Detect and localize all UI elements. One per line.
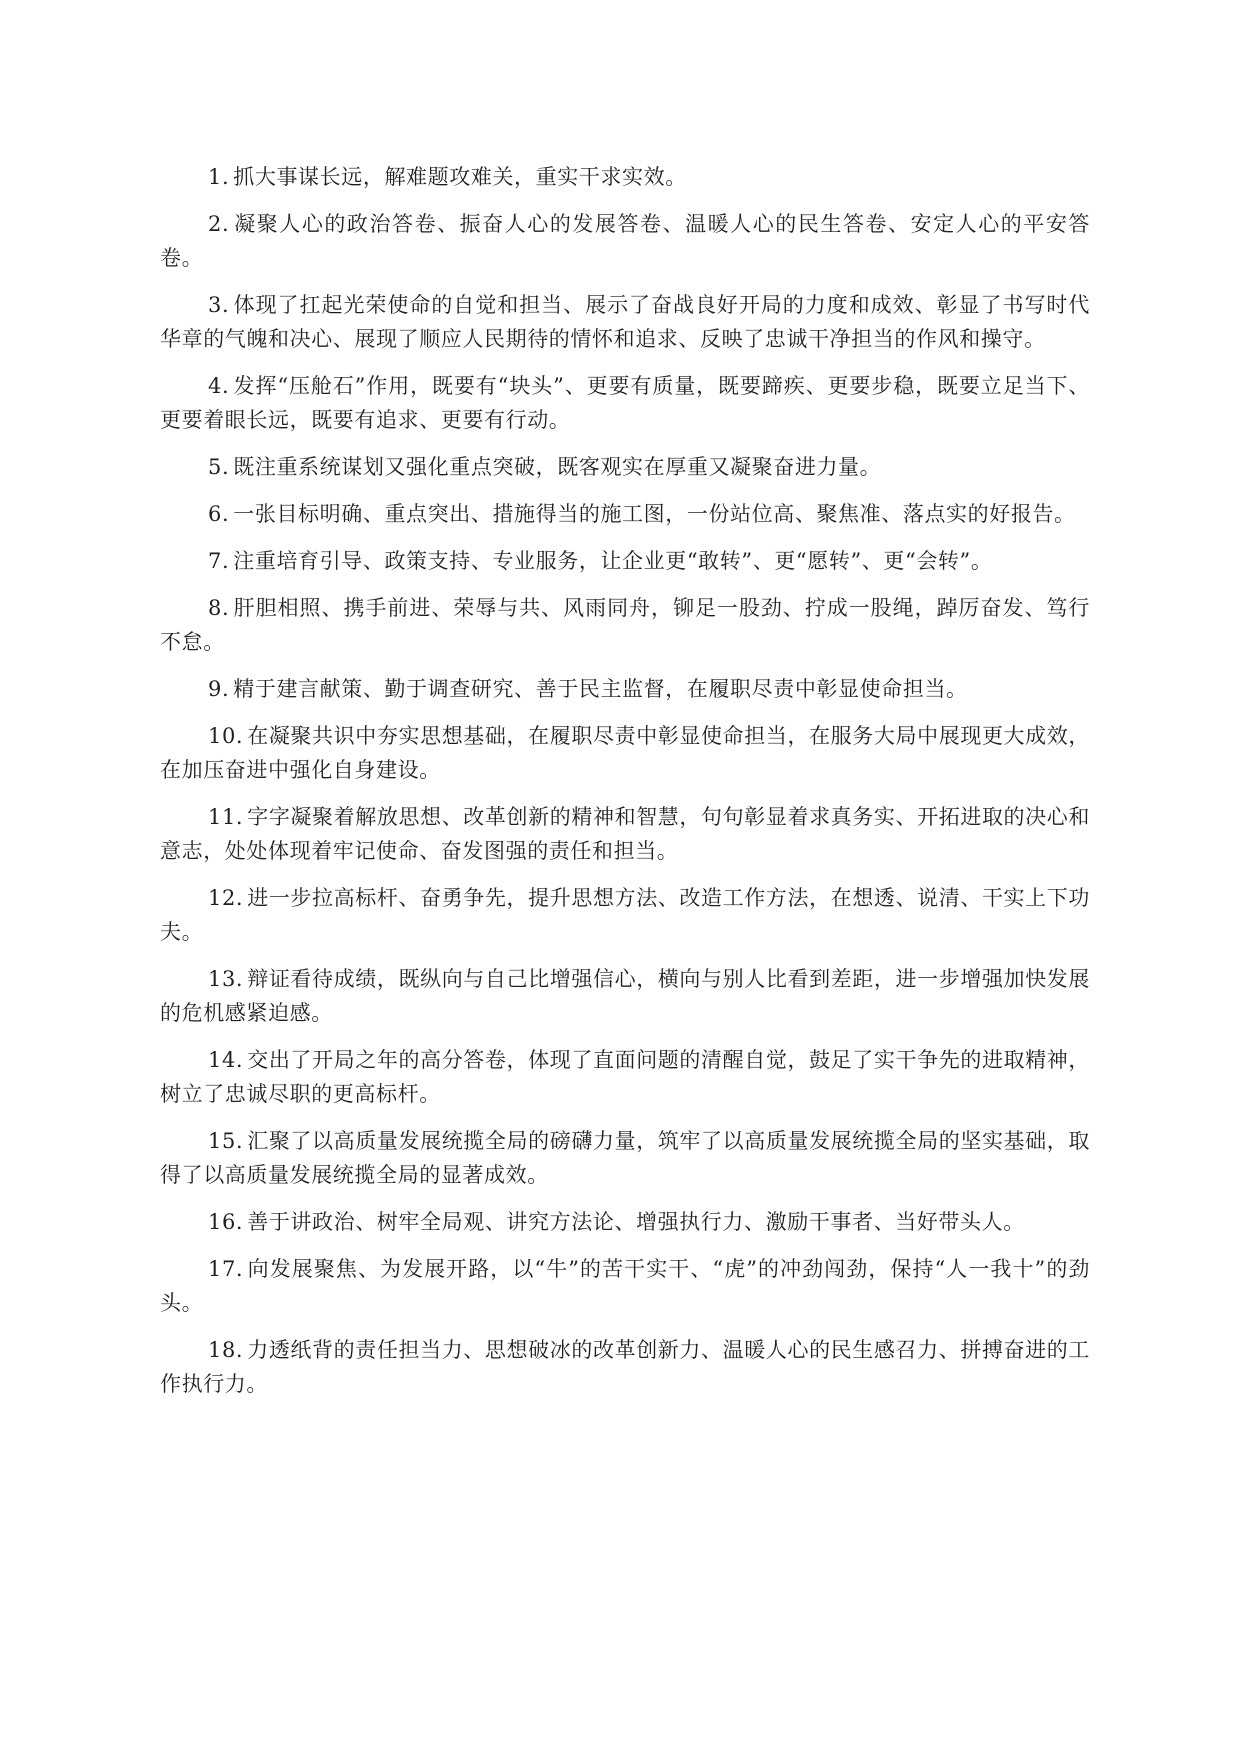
list-item xyxy=(160,450,1090,484)
list-item xyxy=(160,207,1090,275)
item-number: 3. xyxy=(208,293,230,317)
item-text: 交出了开局之年的高分答卷，体现了直面问题的清醒自觉，鼓足了实干争先的进取精神，树立了忠诚尽职的更高标杆。 xyxy=(160,1048,1090,1106)
item-text: 发挥“压舱石”作用，既要有“块头”、更要有质量，既要蹄疾、更要步稳，既要立足当下、更要着眼长远，既要有追求、更要有行动。 xyxy=(160,374,1090,432)
item-text: 肝胆相照、携手前进、荣辱与共、风雨同舟，铆足一股劲、拧成一股绳，踔厉奋发、笃行不怠。 xyxy=(160,596,1090,654)
item-number: 4. xyxy=(208,374,230,398)
item-number: 13. xyxy=(208,967,244,991)
item-text: 一张目标明确、重点突出、措施得当的施工图，一份站位高、聚焦准、落点实的好报告。 xyxy=(233,502,1076,526)
item-text: 力透纸背的责任担当力、思想破冰的改革创新力、温暖人心的民生感召力、拼搏奋进的工作执行力。 xyxy=(160,1338,1090,1396)
item-number: 16. xyxy=(208,1210,244,1234)
item-text: 抓大事谋长远，解难题攻难关，重实干求实效。 xyxy=(233,165,687,189)
list-item xyxy=(160,1333,1090,1401)
item-text: 进一步拉高标杆、奋勇争先，提升思想方法、改造工作方法，在想透、说清、干实上下功夫。 xyxy=(160,886,1090,944)
list-item xyxy=(160,160,1090,194)
list-item xyxy=(160,1043,1090,1111)
item-text: 汇聚了以高质量发展统揽全局的磅礴力量，筑牢了以高质量发展统揽全局的坚实基础，取得了以高质量发展统揽全局的显著成效。 xyxy=(160,1129,1090,1187)
list-item xyxy=(160,369,1090,437)
item-number: 2. xyxy=(208,212,230,236)
list-item xyxy=(160,288,1090,356)
item-text: 精于建言献策、勤于调查研究、善于民主监督，在履职尽责中彰显使命担当。 xyxy=(233,677,968,701)
list-item xyxy=(160,1252,1090,1320)
list-item xyxy=(160,800,1090,868)
list-item xyxy=(160,672,1090,706)
item-number: 5. xyxy=(208,455,230,479)
item-text: 善于讲政治、树牢全局观、讲究方法论、增强执行力、激励干事者、当好带头人。 xyxy=(247,1210,1025,1234)
item-number: 1. xyxy=(208,165,230,189)
list-item xyxy=(160,719,1090,787)
item-text: 注重培育引导、政策支持、专业服务，让企业更“敢转”、更“愿转”、更“会转”。 xyxy=(233,549,993,573)
item-text: 既注重系统谋划又强化重点突破，既客观实在厚重又凝聚奋进力量。 xyxy=(233,455,882,479)
item-number: 12. xyxy=(208,886,244,910)
item-number: 18. xyxy=(208,1338,244,1362)
item-text: 凝聚人心的政治答卷、振奋人心的发展答卷、温暖人心的民生答卷、安定人心的平安答卷。 xyxy=(160,212,1090,270)
list-item xyxy=(160,962,1090,1030)
item-number: 15. xyxy=(208,1129,244,1153)
list-item xyxy=(160,591,1090,659)
document-body xyxy=(160,160,1090,1414)
list-item xyxy=(160,1124,1090,1192)
list-item xyxy=(160,1205,1090,1239)
item-number: 11. xyxy=(208,805,244,829)
item-text: 向发展聚焦、为发展开路，以“牛”的苦干实干、“虎”的冲劲闯劲，保持“人一我十”的劲头。 xyxy=(160,1257,1090,1315)
item-number: 6. xyxy=(208,502,230,526)
item-number: 9. xyxy=(208,677,230,701)
item-text: 字字凝聚着解放思想、改革创新的精神和智慧，句句彰显着求真务实、开拓进取的决心和意志，处处体现着牢记使命、奋发图强的责任和担当。 xyxy=(160,805,1090,863)
item-number: 7. xyxy=(208,549,230,573)
list-item xyxy=(160,544,1090,578)
item-number: 10. xyxy=(208,724,244,748)
list-item xyxy=(160,881,1090,949)
item-number: 8. xyxy=(208,596,230,620)
list-item xyxy=(160,497,1090,531)
item-number: 14. xyxy=(208,1048,244,1072)
item-number: 17. xyxy=(208,1257,244,1281)
item-text: 体现了扛起光荣使命的自觉和担当、展示了奋战良好开局的力度和成效、彰显了书写时代华章的气魄和决心、展现了顺应人民期待的情怀和追求、反映了忠诚干净担当的作风和操守。 xyxy=(160,293,1090,351)
item-text: 在凝聚共识中夯实思想基础，在履职尽责中彰显使命担当，在服务大局中展现更大成效，在加压奋进中强化自身建设。 xyxy=(160,724,1090,782)
item-text: 辩证看待成绩，既纵向与自己比增强信心，横向与别人比看到差距，进一步增强加快发展的危机感紧迫感。 xyxy=(160,967,1090,1025)
